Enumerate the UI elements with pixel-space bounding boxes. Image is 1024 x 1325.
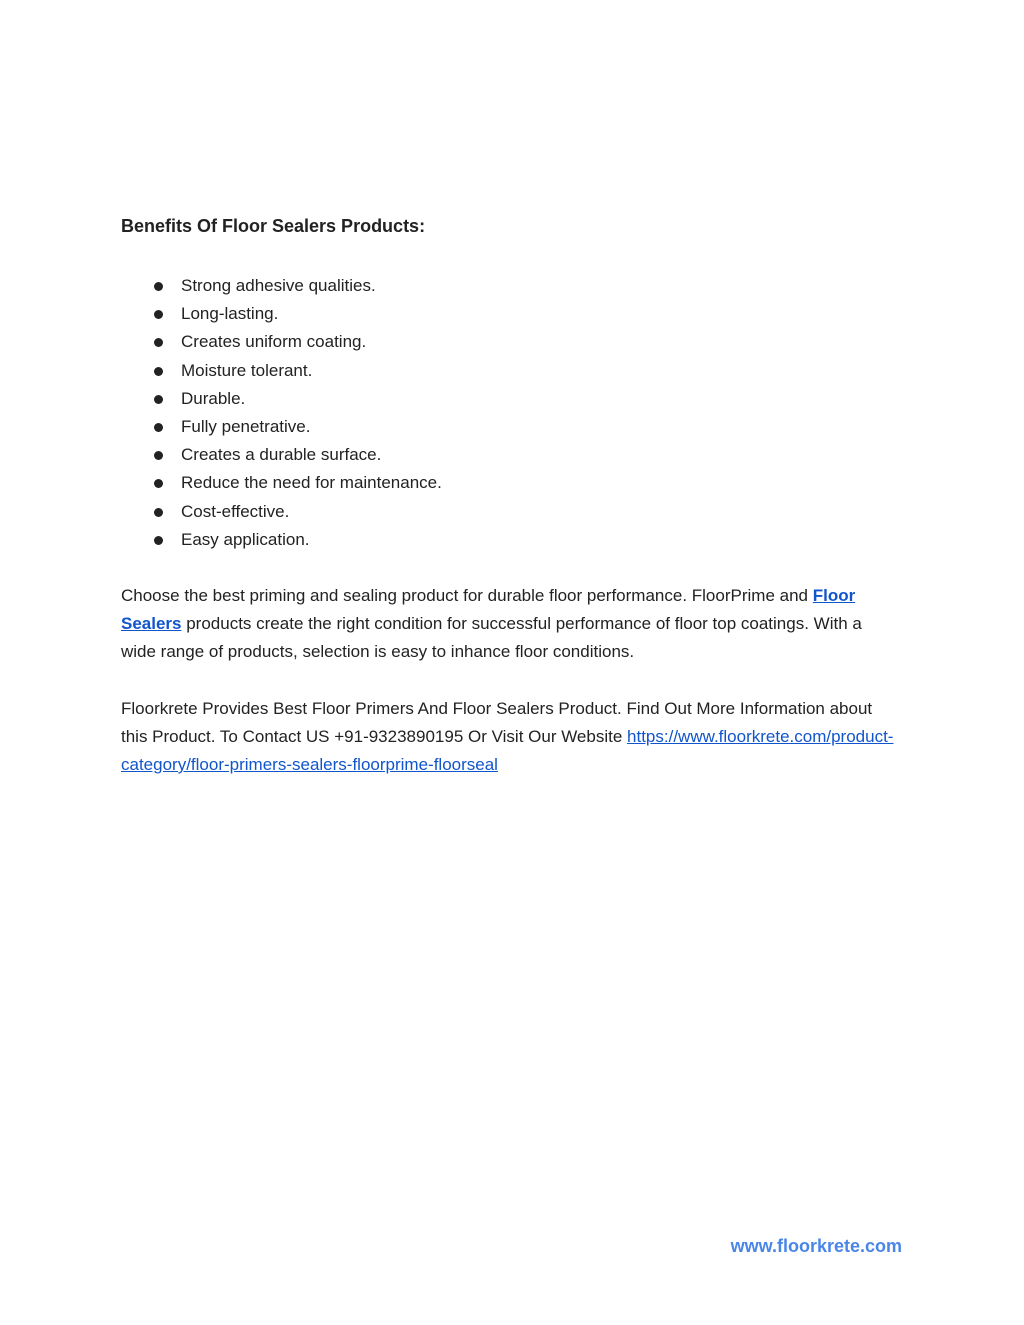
list-item (121, 441, 901, 469)
benefits-list (121, 272, 901, 554)
bullet-icon (154, 282, 163, 291)
intro-paragraph (121, 582, 901, 667)
list-item (121, 498, 901, 526)
bullet-icon (154, 423, 163, 432)
bullet-icon (154, 367, 163, 376)
bullet-icon (154, 338, 163, 347)
paragraph-text: products create the right condition for successful performance of floor top coatings. With a wide range of products, selection is easy to inhance floor conditions. (121, 614, 862, 662)
footer-website: www.floorkrete.com (730, 1236, 902, 1256)
list-item (121, 300, 901, 328)
benefits-heading: Benefits Of Floor Sealers Products: (121, 216, 426, 236)
benefit-text: Long-lasting. (181, 304, 279, 324)
list-item (121, 385, 901, 413)
list-item (121, 357, 901, 385)
document-content (121, 212, 901, 779)
website-link[interactable]: https://www.floorkrete.com/product-category/floor-primers-sealers-floorprime-floorseal (121, 726, 894, 775)
bullet-icon (154, 451, 163, 460)
bullet-icon (154, 310, 163, 319)
floor-sealers-link[interactable]: Floor Sealers (121, 586, 856, 634)
bullet-icon (154, 536, 163, 545)
list-item (121, 526, 901, 554)
bullet-icon (154, 508, 163, 517)
list-item (121, 469, 901, 497)
list-item (121, 328, 901, 356)
paragraph-text: Choose the best priming and sealing product for durable floor performance. FloorPrime and (121, 586, 813, 606)
benefit-text: Reduce the need for maintenance. (181, 473, 442, 493)
bullet-icon (154, 479, 163, 488)
benefit-text: Fully penetrative. (181, 417, 311, 437)
list-item (121, 413, 901, 441)
benefit-text: Creates uniform coating. (181, 332, 367, 352)
bullet-icon (154, 395, 163, 404)
benefit-text: Durable. (181, 388, 246, 408)
list-item (121, 272, 901, 300)
benefit-text: Strong adhesive qualities. (181, 276, 376, 295)
contact-paragraph (121, 695, 901, 780)
benefit-text: Moisture tolerant. (181, 360, 313, 380)
benefit-text: Easy application. (181, 529, 310, 549)
benefit-text: Cost-effective. (181, 501, 290, 521)
paragraph-text: Floorkrete Provides Best Floor Primers And Floor Sealers Product. Find Out More Information about this Product. To Contact US +91-9323890195 Or Visit Our Website (121, 698, 873, 746)
benefit-text: Creates a durable surface. (181, 445, 382, 465)
